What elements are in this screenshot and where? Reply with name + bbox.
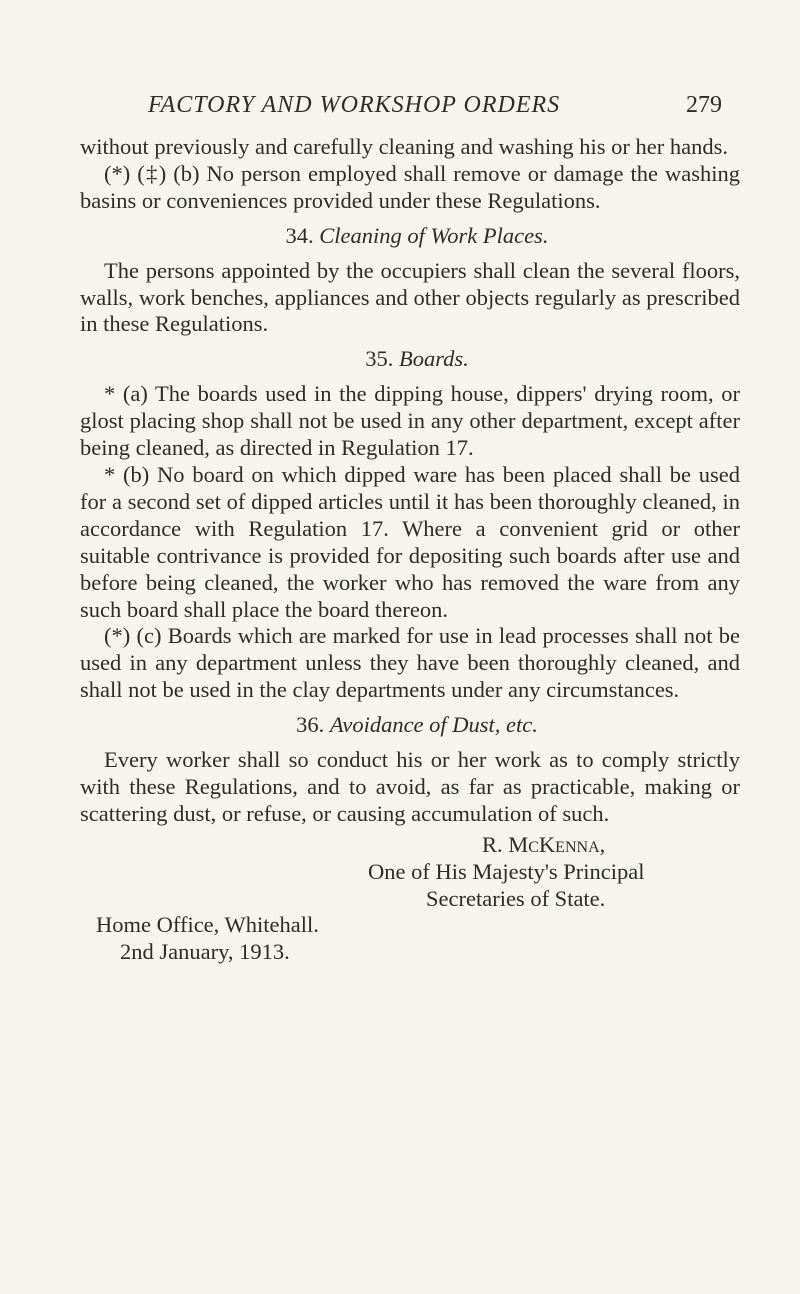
section-heading-36 [80,712,740,739]
paragraph-continuation: without previously and carefully cleaning and washing his or her hands. [80,134,728,159]
section-title: Avoidance of Dust, etc. [329,712,538,738]
paragraph-regulation-35c: (*) (c) Boards which are marked for use in lead processes shall not be used in any department unless they have been thoroughly cleaned, and shall not be used in the clay departments under any circumstances. [80,623,740,703]
paragraph-regulation-35a: * (a) The boards used in the dipping house, dippers' drying room, or glost placing shop shall not be used in any other department, except after being cleaned, as directed in Regulation 17. [80,381,740,461]
paragraph-regulation-36: Every worker shall so conduct his or her work as to comply strictly with these Regulations, and to avoid, as far as practicable, making or scattering dust, or refuse, or causing accumulation of such. [80,747,740,826]
section-number: 34. [285,222,314,248]
section-title: Cleaning of Work Places. [319,222,549,248]
paragraph-regulation-34: The persons appointed by the occupiers shall clean the several floors, walls, work benches, appliances and other objects regularly as prescribed in these Regulations. [80,257,740,337]
paragraph-regulation-33b: (*) (‡) (b) No person employed shall remove or damage the washing basins or conveniences provided under these Regulations. [80,160,740,213]
section-number: 36. [296,712,325,738]
section-heading-34 [80,223,740,250]
page-number: 279 [686,92,722,118]
signatory-office: Secretaries of State. [426,885,606,911]
section-number: 35. [365,346,394,372]
signatory-name: R. McKenna, [482,831,606,857]
signature-block [80,832,740,967]
section-heading-35 [80,346,740,373]
body-text [80,134,740,966]
section-title: Boards. [398,346,469,372]
issue-date: 2nd January, 1913. [120,939,290,965]
paragraph-regulation-35b: * (b) No board on which dipped ware has been placed shall be used for a second set of dipped articles until it has been thoroughly cleaned, in accordance with Regulation 17. Where a convenient grid or other suitable contrivance is provided for depositing such boards after use and before being cleaned, the worker who has removed the ware from any such board shall place the board thereon. [80,461,740,622]
page-header [148,92,728,124]
signatory-role: One of His Majesty's Principal [368,858,645,884]
issue-place: Home Office, Whitehall. [96,912,319,938]
running-title: FACTORY AND WORKSHOP ORDERS [148,92,561,118]
